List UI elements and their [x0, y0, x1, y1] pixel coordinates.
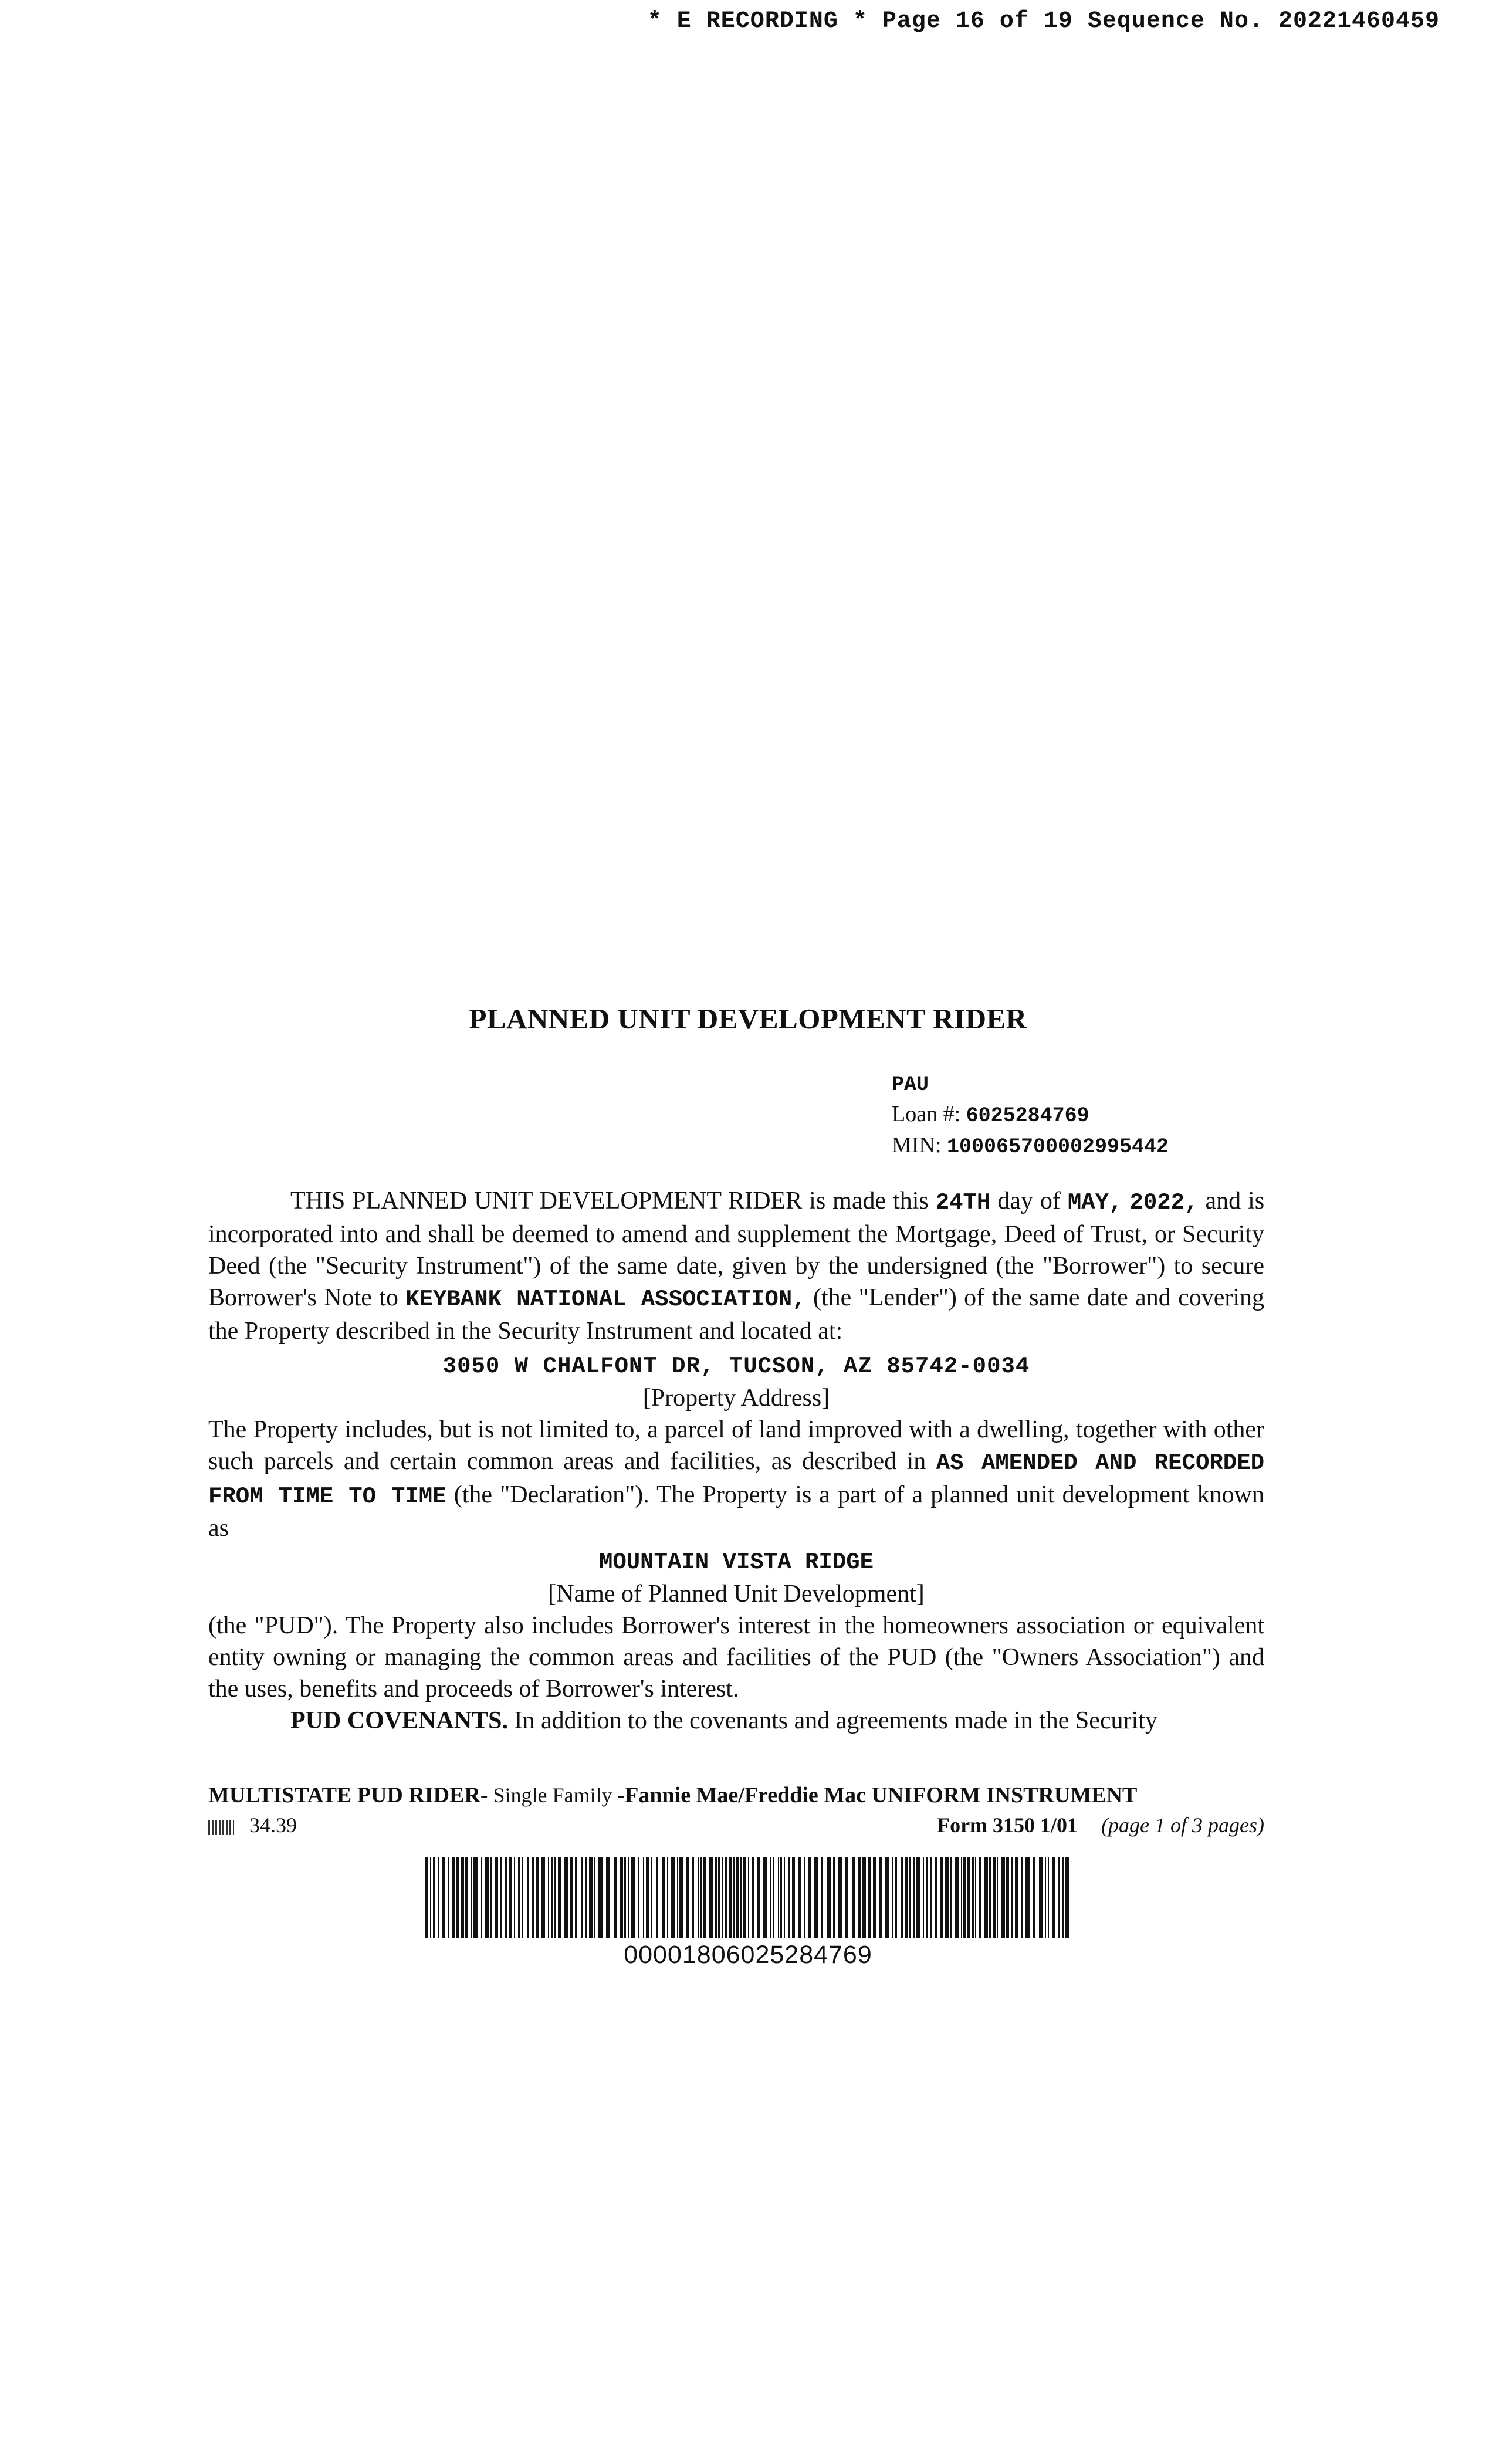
- barcode-bar: [718, 1857, 720, 1938]
- barcode-bar: [733, 1857, 735, 1938]
- intro-text-4: (the "Lender") of the same date and covering the Property described in the Security Instrument and located at:: [208, 1284, 1265, 1345]
- barcode-bar: [430, 1857, 431, 1938]
- barcode-bar: [461, 1857, 464, 1938]
- barcode-bar: [858, 1857, 861, 1938]
- lender-name: KEYBANK NATIONAL ASSOCIATION,: [405, 1287, 806, 1312]
- barcode-bar: [975, 1857, 976, 1938]
- barcode-bar: [465, 1857, 468, 1938]
- min-number: 100065700002995442: [946, 1135, 1169, 1159]
- pud-name: MOUNTAIN VISTA RIDGE: [598, 1549, 874, 1575]
- loan-number: 6025284769: [966, 1104, 1089, 1128]
- barcode-bar: [522, 1857, 523, 1938]
- barcode-bar: [589, 1857, 593, 1938]
- barcode-bar: [527, 1857, 529, 1938]
- intro-text-1: THIS PLANNED UNIT DEVELOPMENT RIDER is made this: [290, 1187, 929, 1214]
- barcode-bar: [620, 1857, 623, 1938]
- property-address: 3050 W CHALFONT DR, TUCSON, AZ 85742-0034: [442, 1353, 1030, 1379]
- barcode-bar: [594, 1857, 595, 1938]
- covenants-heading: PUD COVENANTS.: [290, 1707, 509, 1734]
- form-code: [208, 1813, 297, 1837]
- barcode-bar: [509, 1857, 512, 1938]
- barcode-bar: [972, 1857, 974, 1938]
- barcode-bar: [1025, 1857, 1030, 1938]
- form-title-line: [208, 1782, 1264, 1808]
- intro-paragraph: [208, 1185, 1264, 1347]
- barcode-bar: [909, 1857, 911, 1938]
- barcode-bar: [677, 1857, 678, 1938]
- barcode-bar: [879, 1857, 882, 1938]
- barcode-bar: [788, 1857, 790, 1938]
- barcode-bar: [967, 1857, 970, 1938]
- barcode-bar: [752, 1857, 754, 1938]
- barcode-bar: [950, 1857, 952, 1938]
- barcode-bar: [784, 1857, 785, 1938]
- barcode-bar: [895, 1857, 897, 1938]
- barcode-bar: [686, 1857, 689, 1938]
- barcode-bar: [808, 1857, 811, 1938]
- barcode-bar: [471, 1857, 472, 1938]
- barcode-bar: [564, 1857, 568, 1938]
- form-title-mid: Single Family: [493, 1783, 612, 1807]
- barcode-bar: [804, 1857, 805, 1938]
- barcode-bar: [722, 1857, 723, 1938]
- document-title: PLANNED UNIT DEVELOPMENT RIDER: [469, 1003, 1027, 1035]
- barcode-bar: [780, 1857, 782, 1938]
- barcode-bar: [598, 1857, 603, 1938]
- property-paragraph: [208, 1414, 1264, 1544]
- barcode-bar: [442, 1857, 445, 1938]
- barcode-bar: [581, 1857, 583, 1938]
- barcode-bar: [624, 1857, 626, 1938]
- barcode-bar: [448, 1857, 449, 1938]
- barcode: [425, 1857, 1071, 1938]
- barcode-bar: [740, 1857, 742, 1938]
- barcode-bar: [862, 1857, 866, 1938]
- barcode-bar: [905, 1857, 908, 1938]
- barcode-bar: [703, 1857, 706, 1938]
- barcode-bar: [1062, 1857, 1064, 1938]
- barcode-bar: [425, 1857, 428, 1938]
- barcode-bar: [518, 1857, 520, 1938]
- form-number: [937, 1813, 1264, 1837]
- barcode-bar: [500, 1857, 502, 1938]
- covenants-paragraph: [208, 1705, 1264, 1737]
- barcode-bar: [548, 1857, 549, 1938]
- barcode-bar: [456, 1857, 459, 1938]
- pud-paragraph: (the "PUD"). The Property also includes Borrower's interest in the homeowners association or equivalent entity owning or managing the common areas and facilities of the PUD (the "Owners Association") and the uses, benefits and proceeds of Borrower's interest.: [208, 1612, 1264, 1703]
- barcode-bar: [532, 1857, 534, 1938]
- barcode-bar: [770, 1857, 771, 1938]
- barcode-bar: [868, 1857, 871, 1938]
- barcode-bar: [778, 1857, 779, 1938]
- barcode-bar: [473, 1857, 478, 1938]
- property-text-2: (the "Declaration"). The Property is a part of a planned unit development known as: [208, 1481, 1265, 1542]
- barcode-bar: [1048, 1857, 1049, 1938]
- barcode-bar: [901, 1857, 903, 1938]
- barcode-bar: [926, 1857, 928, 1938]
- barcode-bar: [614, 1857, 617, 1938]
- barcode-bar: [852, 1857, 855, 1938]
- rider-body: [208, 1185, 1264, 1737]
- barcode-bar: [638, 1857, 639, 1938]
- barcode-number: 00001806025284769: [624, 1941, 872, 1969]
- barcode-bar: [1011, 1857, 1013, 1938]
- barcode-bar: [984, 1857, 988, 1938]
- rider-year: 2022,: [1129, 1190, 1199, 1216]
- barcode-bar: [833, 1857, 835, 1938]
- barcode-bar: [651, 1857, 652, 1938]
- barcode-bar: [923, 1857, 924, 1938]
- recording-header: * E RECORDING * Page 16 of 19 Sequence No. 20221460459: [647, 8, 1440, 35]
- barcode-bar: [692, 1857, 694, 1938]
- min-line: [892, 1131, 1169, 1162]
- barcode-bar: [679, 1857, 683, 1938]
- property-text-1: The Property includes, but is not limited to, a parcel of land improved with a dwelling, together with other such parcels and certain common areas and facilities, as described in: [208, 1416, 1264, 1475]
- barcode-bar: [490, 1857, 492, 1938]
- barcode-bar: [935, 1857, 937, 1938]
- barcode-bar: [698, 1857, 699, 1938]
- barcode-bar: [585, 1857, 587, 1938]
- barcode-bar: [814, 1857, 818, 1938]
- barcode-bar: [536, 1857, 539, 1938]
- barcode-bar: [662, 1857, 665, 1938]
- barcode-bar: [656, 1857, 658, 1938]
- barcode-bar: [748, 1857, 749, 1938]
- barcode-bar: [963, 1857, 966, 1938]
- barcode-bar: [763, 1857, 767, 1938]
- rider-month: MAY,: [1067, 1190, 1123, 1216]
- barcode-bar: [700, 1857, 702, 1938]
- barcode-bar: [945, 1857, 949, 1938]
- barcode-bar: [845, 1857, 848, 1938]
- barcode-bar: [1033, 1857, 1035, 1938]
- barcode-bar: [955, 1857, 959, 1938]
- barcode-bar: [1015, 1857, 1018, 1938]
- barcode-bar: [989, 1857, 991, 1938]
- barcode-bar: [643, 1857, 644, 1938]
- barcode-bar: [551, 1857, 553, 1938]
- barcode-bar: [495, 1857, 498, 1938]
- barcode-bar: [736, 1857, 739, 1938]
- barcode-bar: [554, 1857, 556, 1938]
- barcode-bar: [433, 1857, 435, 1938]
- barcode-bar: [885, 1857, 889, 1938]
- barcode-bar: [961, 1857, 962, 1938]
- barcode-bar: [821, 1857, 823, 1938]
- form-title-bold: MULTISTATE PUD RIDER-: [208, 1783, 488, 1808]
- rider-day: 24TH: [935, 1190, 991, 1216]
- barcode-bar: [514, 1857, 515, 1938]
- barcode-bar: [505, 1857, 507, 1938]
- covenants-text: In addition to the covenants and agreements made in the Security: [514, 1707, 1157, 1734]
- barcode-bar: [773, 1857, 774, 1938]
- barcode-bar: [452, 1857, 455, 1938]
- barcode-bar: [1021, 1857, 1023, 1938]
- barcode-bar: [438, 1857, 439, 1938]
- barcode-bar: [725, 1857, 727, 1938]
- barcode-bar: [873, 1857, 876, 1938]
- barcode-bar: [1058, 1857, 1060, 1938]
- pud-name-caption: [Name of Planned Unit Development]: [548, 1580, 925, 1607]
- form-title-bold-2: -Fannie Mae/Freddie Mac UNIFORM INSTRUMENT: [617, 1783, 1138, 1808]
- barcode-bar: [628, 1857, 629, 1938]
- form-info-line: [208, 1813, 1264, 1842]
- barcode-bar: [798, 1857, 801, 1938]
- barcode-bar: [1045, 1857, 1046, 1938]
- barcode-bar: [485, 1857, 489, 1938]
- barcode-bar: [1006, 1857, 1009, 1938]
- barcode-bar: [1065, 1857, 1069, 1938]
- barcode-bar: [892, 1857, 893, 1938]
- barcode-bar: [940, 1857, 943, 1938]
- barcode-bar: [792, 1857, 795, 1938]
- barcode-bar: [558, 1857, 561, 1938]
- barcode-bar: [1052, 1857, 1055, 1938]
- page-count: (page 1 of 3 pages): [1101, 1813, 1264, 1837]
- barcode-bar: [667, 1857, 668, 1938]
- barcode-bar: [1001, 1857, 1005, 1938]
- property-address-caption: [Property Address]: [642, 1385, 830, 1412]
- barcode-bar: [481, 1857, 482, 1938]
- barcode-bar: [838, 1857, 842, 1938]
- form-code-number: 34.39: [249, 1813, 297, 1837]
- barcode-bar: [743, 1857, 746, 1938]
- barcode-bar: [606, 1857, 610, 1938]
- barcode-bar: [631, 1857, 635, 1938]
- intro-text-2: day of: [997, 1187, 1061, 1214]
- barcode-bar: [930, 1857, 932, 1938]
- min-label: MIN:: [892, 1133, 942, 1157]
- barcode-bar: [1039, 1857, 1043, 1938]
- loan-number-line: [892, 1099, 1169, 1131]
- barcode-bar: [575, 1857, 577, 1938]
- barcode-bar: [570, 1857, 573, 1938]
- barcode-bar: [646, 1857, 649, 1938]
- intro-text-3: and is incorporated into and shall be deemed to amend and supplement the Mortgage, Deed of Trust, or Security Deed (the "Security Instrument") of the same date, given by the undersigned (the "Borrower") to secure Borrower's Note to: [208, 1187, 1265, 1311]
- document-code: PAU: [892, 1073, 929, 1096]
- form-number-label: Form 3150 1/01: [937, 1813, 1078, 1837]
- loan-number-label: Loan #:: [892, 1102, 961, 1126]
- barcode-bar: [997, 1857, 998, 1938]
- loan-identifiers: [892, 1070, 1169, 1162]
- barcode-bar: [709, 1857, 713, 1938]
- barcode-bar: [541, 1857, 545, 1938]
- barcode-bar: [979, 1857, 981, 1938]
- barcode-bar: [993, 1857, 996, 1938]
- barcode-bar: [913, 1857, 915, 1938]
- barcode-bar: [757, 1857, 760, 1938]
- barcode-bar: [671, 1857, 675, 1938]
- barcode-bar: [827, 1857, 831, 1938]
- barcode-bar: [729, 1857, 732, 1938]
- barcode-bar: [715, 1857, 717, 1938]
- barcode-bar: [916, 1857, 920, 1938]
- form-code-icon: [208, 1820, 234, 1835]
- declaration-name: AS AMENDED AND RECORDED FROM TIME TO TIME: [208, 1450, 1265, 1509]
